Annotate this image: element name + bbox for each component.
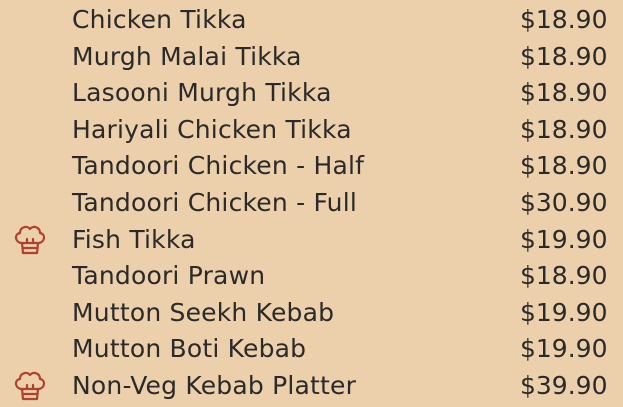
menu-item xyxy=(0,39,623,75)
menu-item-price: $18.90 xyxy=(520,5,608,34)
menu-item-name: Tandoori Chicken - Full xyxy=(72,188,357,217)
menu-item-name: Fish Tikka xyxy=(72,224,196,254)
menu-item xyxy=(0,331,623,367)
menu-item xyxy=(0,295,623,331)
menu-item-price: $30.90 xyxy=(520,188,608,217)
menu-item xyxy=(0,258,623,294)
menu-item xyxy=(0,148,623,184)
menu-item-name: Chicken Tikka xyxy=(72,5,247,34)
menu-item xyxy=(0,368,623,404)
menu-item xyxy=(0,2,623,38)
menu-item-name: Lasooni Murgh Tikka xyxy=(72,78,332,108)
menu-item-price: $18.90 xyxy=(520,41,608,71)
menu-item xyxy=(0,185,623,221)
menu-item-price: $18.90 xyxy=(520,114,608,144)
menu-item-name: Non-Veg Kebab Platter xyxy=(72,371,357,400)
menu-item-price: $39.90 xyxy=(520,371,608,400)
menu-item-price: $18.90 xyxy=(520,78,608,108)
menu-item-price: $18.90 xyxy=(520,151,608,181)
menu-item-name: Mutton Boti Kebab xyxy=(72,334,307,364)
menu-item xyxy=(0,112,623,148)
menu-item-name: Tandoori Prawn xyxy=(72,261,266,291)
menu-item-price: $19.90 xyxy=(520,334,608,364)
menu-item-price: $19.90 xyxy=(520,224,608,254)
menu-item-price: $19.90 xyxy=(520,297,608,327)
menu-item-name: Murgh Malai Tikka xyxy=(72,41,302,71)
chef-hat-icon xyxy=(12,369,48,403)
menu-item xyxy=(0,75,623,111)
menu-item xyxy=(0,222,623,258)
menu-item-name: Hariyali Chicken Tikka xyxy=(72,114,352,144)
menu-item-price: $18.90 xyxy=(520,261,608,291)
chef-hat-icon xyxy=(12,223,48,257)
menu-item-name: Mutton Seekh Kebab xyxy=(72,297,335,327)
menu-item-name: Tandoori Chicken - Half xyxy=(72,151,365,181)
